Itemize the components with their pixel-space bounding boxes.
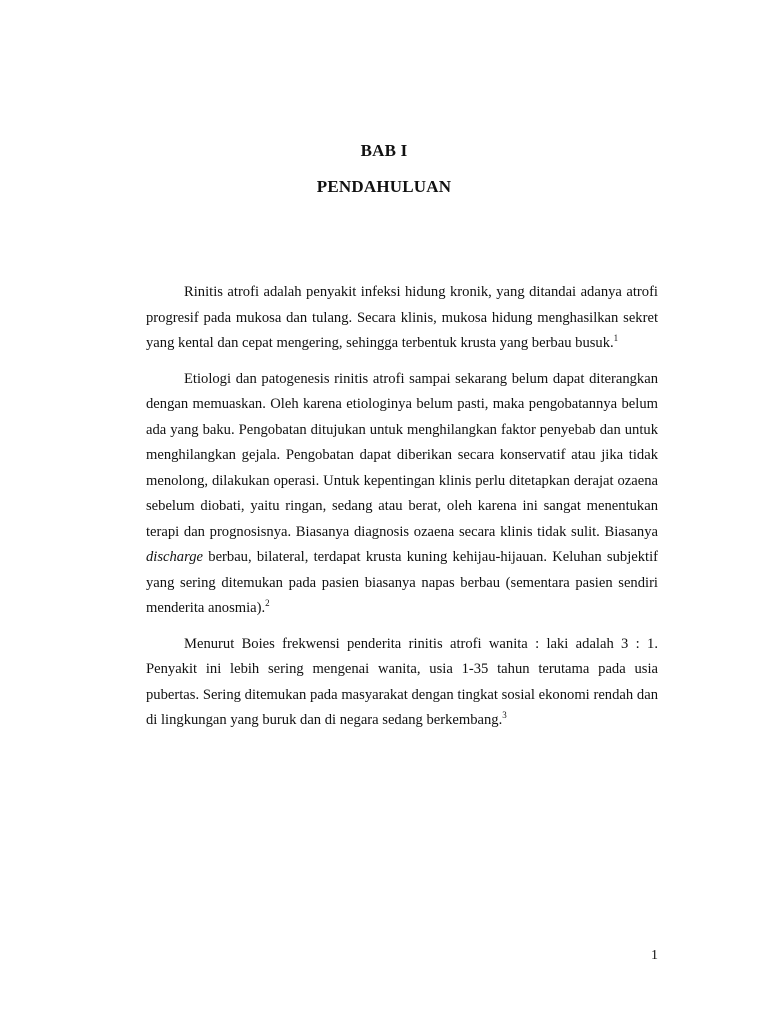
paragraph-3 — [146, 632, 658, 734]
paragraph-text: Menurut Boies frekwensi penderita rinitis atrofi wanita : laki adalah 3 : 1. Penyakit ini lebih sering mengenai wanita, usia 1-35 tahun terutama pada usia pubertas. Sering ditemukan pada masyarakat dengan tingkat sosial ekonomi rendah dan di lingkungan yang buruk dan di negara sedang berkembang. — [146, 635, 658, 728]
paragraph-1 — [146, 280, 658, 357]
italic-term: discharge — [146, 549, 204, 565]
chapter-title: PENDAHULUAN — [316, 177, 452, 196]
paragraph-text: Rinitis atrofi adalah penyakit infeksi hidung kronik, yang ditandai adanya atrofi progresif pada mukosa dan tulang. Secara klinis, mukosa hidung menghasilkan sekret yang kental dan cepat mengering, sehingga terbentuk krusta yang berbau busuk. — [146, 284, 658, 351]
paragraph-text: berbau, bilateral, terdapat krusta kuning kehijau-hijauan. Keluhan subjektif yang sering ditemukan pada pasien biasanya napas berbau (sementara pasien sendiri menderita anosmia). — [146, 549, 658, 616]
page-number: 1 — [651, 948, 658, 963]
footnote-ref: 1 — [613, 333, 619, 344]
body-text — [146, 280, 658, 744]
chapter-number: BAB I — [360, 141, 408, 160]
footnote-ref: 3 — [502, 710, 507, 721]
paragraph-text: Etiologi dan patogenesis rinitis atrofi sampai sekarang belum dapat diterangkan dengan memuaskan. Oleh karena etiologinya belum pasti, maka pengobatannya belum ada yang baku. Pengobatan ditujukan untuk menghilangkan faktor penyebab dan untuk menghilangkan gejala. Pengobatan dapat diberikan secara konservatif atau jika tidak menolong, dilakukan operasi. Untuk kepentingan klinis perlu ditetapkan derajat ozaena sebelum diobati, yaitu ringan, sedang atau berat, oleh karena ini sangat menentukan terapi dan prognosisnya. Biasanya diagnosis ozaena secara klinis tidak sulit. Biasanya — [146, 370, 658, 540]
paragraph-2 — [146, 367, 658, 622]
footnote-ref: 2 — [265, 598, 270, 609]
